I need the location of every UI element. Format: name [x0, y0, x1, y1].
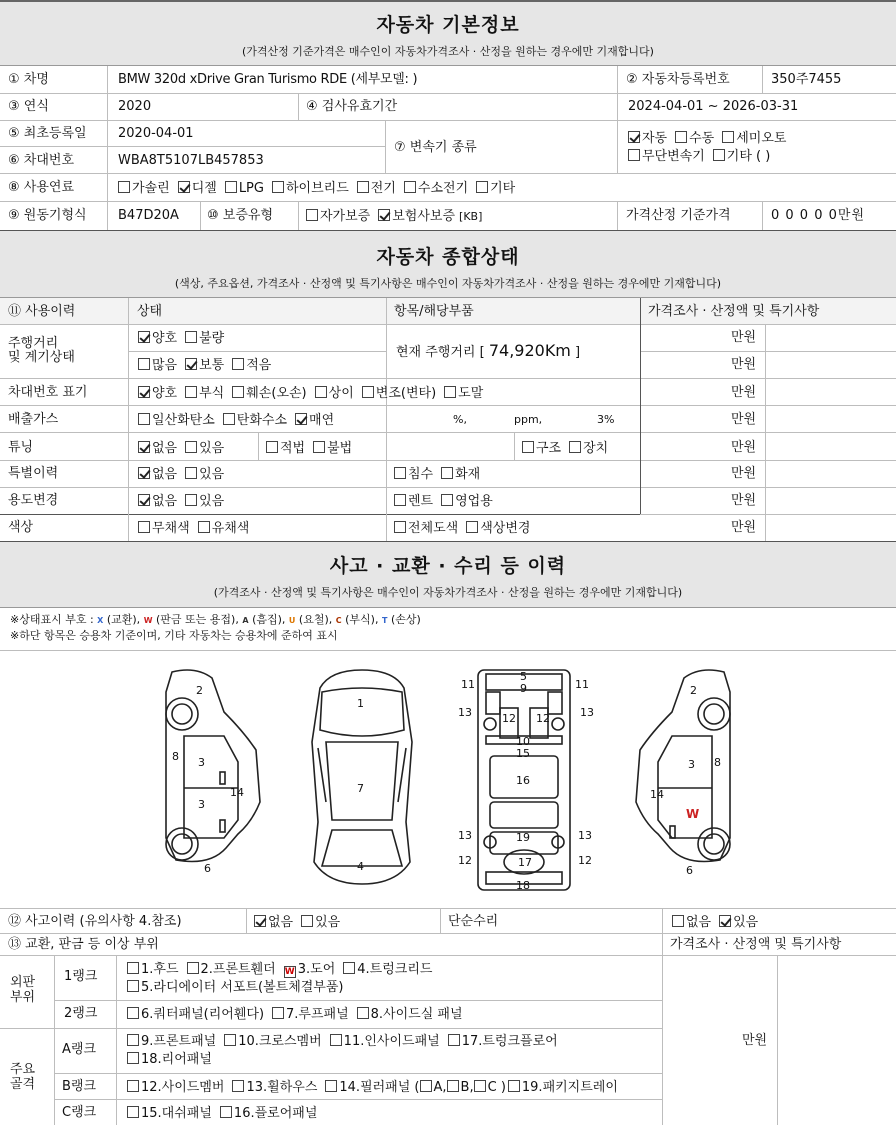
emission-co[interactable]: 일산화탄소 [138, 413, 215, 427]
part-front-panel[interactable]: 9.프론트패널 [127, 1034, 216, 1048]
parts-label: ⑬ 교환, 판금 등 이상 부위 [8, 937, 159, 952]
part-pillar-panel[interactable]: 14.필러패널 ( [325, 1080, 419, 1095]
tuning-yes[interactable]: 있음 [185, 441, 224, 455]
checkbox-icon [138, 386, 150, 398]
checkbox-icon [138, 494, 150, 506]
color-label: 색상 [8, 520, 34, 535]
checkbox-icon [138, 413, 150, 425]
vin-mark-label: 차대번호 표기 [8, 385, 88, 400]
warranty-label: ⑩ 보증유형 [207, 208, 274, 223]
price-unit: 만원 [837, 208, 866, 223]
parts-price-label: 가격조사 · 산정액 및 특기사항 [670, 937, 842, 952]
usage-options-a [138, 494, 232, 508]
emission-pct: %, [453, 413, 467, 426]
simple-repair-label: 단순수리 [448, 914, 499, 929]
checkbox-icon [441, 494, 453, 506]
checkbox-icon [628, 131, 640, 143]
checkbox-icon [272, 181, 284, 193]
accident-label: ⑫ 사고이력 (유의사항 4.참조) [8, 914, 182, 929]
checkbox-icon [185, 467, 197, 479]
fuel-label: ⑧ 사용연료 [8, 180, 75, 195]
year-label: ③ 연식 [8, 99, 49, 114]
checkbox-icon [185, 494, 197, 506]
legend-exchange: X (교환), [97, 613, 141, 626]
unit-color: 만원 [731, 520, 757, 535]
pillar-c[interactable]: C ) [474, 1080, 506, 1095]
usage-rent[interactable]: 렌트 [394, 494, 433, 508]
rank2-line [127, 1007, 471, 1021]
checkbox-icon [138, 331, 150, 343]
car-name-label: ① 차명 [8, 72, 49, 87]
rankA-label: A랭크 [62, 1042, 97, 1057]
fuel-hydrogen[interactable]: 수소전기 [404, 181, 468, 195]
mileage-normal[interactable]: 보통 [185, 358, 224, 372]
warranty-insurance[interactable]: 보험사보증 [378, 209, 455, 223]
checkbox-icon [448, 1034, 460, 1046]
checkbox-icon [404, 181, 416, 193]
mileage-good[interactable]: 양호 [138, 331, 177, 345]
part-package-tray[interactable]: 19.패키지트레이 [508, 1080, 618, 1095]
unit-mileage-b: 만원 [731, 357, 757, 372]
checkbox-icon [508, 1080, 520, 1092]
emission-value: 3% [597, 413, 615, 426]
tuning-none[interactable]: 없음 [138, 441, 177, 455]
checkbox-icon [185, 441, 197, 453]
col-history: ⑪ 사용이력 [8, 304, 76, 319]
part-side-sill[interactable]: 8.사이드실 패널 [357, 1007, 463, 1021]
unit-mileage-a: 만원 [731, 330, 757, 345]
svg-text:9: 9 [520, 682, 527, 695]
checkbox-icon [220, 1106, 232, 1118]
vin-good[interactable]: 양호 [138, 386, 177, 400]
checkbox-icon [198, 521, 210, 533]
svg-text:14: 14 [650, 788, 664, 801]
svg-text:13: 13 [458, 829, 472, 842]
checkbox-icon [232, 386, 244, 398]
svg-text:6: 6 [204, 862, 211, 875]
checkbox-icon [127, 980, 139, 992]
trans-semi[interactable]: 세미오토 [722, 131, 786, 145]
fuel-hybrid[interactable]: 하이브리드 [272, 181, 349, 195]
rankA-line2 [127, 1052, 220, 1066]
checkbox-icon [138, 358, 150, 370]
simple-repair-options [672, 915, 766, 929]
checkbox-icon [343, 962, 355, 974]
vin-value: WBA8T5107LB457853 [118, 153, 264, 168]
checkbox-icon [313, 441, 325, 453]
checkbox-icon [272, 1007, 284, 1019]
section-subtitle: (가격산정 기준가격은 매수인이 자동차가격조사 · 산정을 원하는 경우에만 기재합니다) [242, 45, 654, 58]
emission-ppm: ppm, [514, 413, 543, 426]
legend-weld: W (판금 또는 용접), [143, 613, 239, 626]
part-front-fender[interactable]: 2.프론트휀더 [187, 962, 276, 976]
car-diagram [0, 652, 896, 908]
checkbox-icon [185, 331, 197, 343]
emission-label: 배출가스 [8, 412, 59, 427]
legend-note: ※하단 항목은 승용차 기준이며, 기타 자동차는 승용차에 준하여 표시 [10, 629, 338, 642]
part-inside-panel[interactable]: 11.인사이드패널 [330, 1034, 440, 1048]
checkbox-icon [185, 358, 197, 370]
legend-damage: T (손상) [381, 613, 421, 626]
svg-text:2: 2 [690, 684, 697, 697]
car-name-value: BMW 320d xDrive Gran Turismo RDE (세부모델: ) [118, 72, 418, 87]
inspection-label: ④ 검사유효기간 [306, 99, 398, 114]
checkbox-icon [187, 962, 199, 974]
transmission-options [628, 131, 794, 145]
usage-yes[interactable]: 있음 [185, 494, 224, 508]
usage-business[interactable]: 영업용 [441, 494, 493, 508]
rankC-label: C랭크 [62, 1105, 97, 1120]
accident-options [254, 915, 348, 929]
year-value: 2020 [118, 99, 152, 114]
vin-corrosion[interactable]: 부식 [185, 386, 224, 400]
color-chromatic[interactable]: 유채색 [198, 521, 250, 535]
mileage-bad[interactable]: 불량 [185, 331, 224, 345]
svg-text:11: 11 [575, 678, 589, 691]
part-wheel-house[interactable]: 13.휠하우스 [232, 1080, 317, 1094]
pillar-a[interactable]: A, [420, 1080, 447, 1095]
checkbox-icon [444, 386, 456, 398]
svg-text:13: 13 [458, 706, 472, 719]
checkbox-icon [138, 441, 150, 453]
trans-other[interactable]: 기타 ( ) [713, 149, 771, 163]
fuel-options [118, 181, 523, 195]
special-yes[interactable]: 있음 [185, 467, 224, 481]
checkbox-icon [127, 1106, 139, 1118]
svg-text:18: 18 [516, 879, 530, 892]
current-mileage: 현재 주행거리 [ 74,920Km ] [396, 341, 581, 360]
svg-text:8: 8 [714, 756, 721, 769]
checkbox-icon [394, 494, 406, 506]
pillar-b[interactable]: B, [447, 1080, 474, 1095]
special-flood[interactable]: 침수 [394, 467, 433, 481]
rank1-label: 1랭크 [64, 969, 98, 984]
usage-options-b [394, 494, 501, 508]
checkbox-icon [569, 441, 581, 453]
rankC-line [127, 1106, 325, 1120]
warranty-tag: [KB] [459, 210, 483, 223]
svg-text:3: 3 [688, 758, 695, 771]
checkbox-icon [232, 358, 244, 370]
fuel-electric[interactable]: 전기 [357, 181, 396, 195]
checkbox-icon [224, 1034, 236, 1046]
checkbox-icon [127, 1007, 139, 1019]
fuel-other[interactable]: 기타 [476, 181, 515, 195]
price-digits: 0 0 0 0 0 [771, 208, 838, 223]
color-options-b [394, 521, 538, 535]
svg-text:5: 5 [520, 670, 527, 683]
part-quarter-panel[interactable]: 6.쿼터패널(리어휀다) [127, 1007, 264, 1021]
checkbox-icon [306, 209, 318, 221]
checkbox-icon [138, 467, 150, 479]
checkbox-icon [325, 1080, 337, 1092]
section-subtitle: (색상, 주요옵션, 가격조사 · 산정액 및 특기사항은 매수인이 자동차가격조사 · 산정을 원하는 경우에만 기재합니다) [174, 277, 722, 290]
svg-text:1: 1 [357, 697, 364, 710]
part-hood[interactable]: 1.후드 [127, 962, 179, 976]
part-floor-panel[interactable]: 16.플로어패널 [220, 1106, 317, 1120]
trans-manual[interactable]: 수동 [675, 131, 714, 145]
mileage-many[interactable]: 많음 [138, 358, 177, 372]
mileage-options-a [138, 331, 232, 345]
checkbox-icon [118, 181, 130, 193]
warranty-self[interactable]: 자가보증 [306, 209, 370, 223]
rank1-line1 [127, 962, 440, 978]
svg-text:3: 3 [198, 756, 205, 769]
reg-no-value: 350주7455 [771, 72, 842, 87]
tuning-options-c [522, 441, 616, 455]
unit-usage: 만원 [731, 493, 757, 508]
checkbox-icon [420, 1080, 432, 1092]
parts-unit: 만원 [742, 1033, 768, 1048]
col-state: 상태 [137, 304, 163, 319]
svg-text:15: 15 [516, 747, 530, 760]
emission-options [138, 413, 342, 427]
mileage-label: 주행거리 및 계기상태 [8, 336, 75, 365]
checkbox-icon [223, 413, 235, 425]
fuel-lpg[interactable]: LPG [225, 181, 264, 195]
checkbox-icon [315, 386, 327, 398]
special-options-b [394, 467, 488, 481]
color-full-paint[interactable]: 전체도색 [394, 521, 458, 535]
checkbox-icon [266, 441, 278, 453]
price-value [771, 209, 865, 222]
legend: ※상태표시 부호 : X (교환), W (판금 또는 용접), A (흠집), U (요철), C (부식), T (손상) [10, 613, 421, 626]
svg-text:4: 4 [357, 860, 364, 873]
frame-label: 주요 골격 [10, 1062, 36, 1092]
svg-text:6: 6 [686, 864, 693, 877]
emission-hc[interactable]: 탄화수소 [223, 413, 287, 427]
checkbox-icon [722, 131, 734, 143]
svg-text:12: 12 [578, 854, 592, 867]
part-radiator-support[interactable]: 5.라디에이터 서포트(볼트체결부품) [127, 980, 344, 994]
checkbox-icon [295, 413, 307, 425]
svg-text:12: 12 [502, 712, 516, 725]
engine-value: B47D20A [118, 208, 179, 223]
svg-text:11: 11 [461, 678, 475, 691]
vin-altered[interactable]: 변조(변타) [362, 386, 436, 400]
svg-text:12: 12 [536, 712, 550, 725]
special-fire[interactable]: 화재 [441, 467, 480, 481]
legend-dent: U (요철), [288, 613, 333, 626]
first-reg-value: 2020-04-01 [118, 126, 194, 141]
checkbox-icon [378, 209, 390, 221]
reg-no-label: ② 자동차등록번호 [626, 72, 730, 87]
checkbox-icon [628, 149, 640, 161]
weld-mark-icon: W [284, 967, 295, 977]
section-title: 사고 · 교환 · 수리 등 이력 [329, 555, 567, 577]
legend-corrosion: C (부식), [335, 613, 379, 626]
svg-text:19: 19 [516, 831, 530, 844]
checkbox-icon [127, 1080, 139, 1092]
trans-cvt[interactable]: 무단변속기 [628, 149, 705, 163]
checkbox-icon [441, 467, 453, 479]
vin-different[interactable]: 상이 [315, 386, 354, 400]
tuning-device[interactable]: 장치 [569, 441, 608, 455]
svg-text:16: 16 [516, 774, 530, 787]
part-dash-panel[interactable]: 15.대쉬패널 [127, 1106, 212, 1120]
checkbox-icon [447, 1080, 459, 1092]
svg-text:7: 7 [357, 782, 364, 795]
tuning-legal[interactable]: 적법 [266, 441, 305, 455]
svg-text:8: 8 [172, 750, 179, 763]
col-items: 항목/해당부품 [394, 304, 474, 319]
rankB-line [127, 1080, 618, 1094]
color-change[interactable]: 색상변경 [466, 521, 530, 535]
vin-smeared[interactable]: 도말 [444, 386, 483, 400]
color-options-a [138, 521, 257, 535]
unit-vin: 만원 [731, 385, 757, 400]
part-trunk-lid[interactable]: 4.트렁크리드 [343, 962, 432, 976]
usage-none[interactable]: 없음 [138, 494, 177, 508]
legend-scratch: A (흠집), [242, 613, 286, 626]
tuning-options-b [266, 441, 360, 455]
checkbox-icon [254, 915, 266, 927]
checkbox-icon [466, 521, 478, 533]
mileage-options-b [138, 358, 279, 372]
overall-status-header [0, 231, 896, 298]
transmission-options-2 [628, 149, 778, 163]
left-side-view [166, 670, 260, 862]
exterior-label: 외판 부위 [10, 975, 36, 1005]
col-price: 가격조사 · 산정액 및 특기사항 [648, 304, 820, 319]
warranty-options [306, 209, 482, 223]
tuning-options-a [138, 441, 232, 455]
trans-auto[interactable]: 자동 [628, 131, 667, 145]
part-rear-panel[interactable]: 18.리어패널 [127, 1052, 212, 1066]
checkbox-icon [394, 467, 406, 479]
checkbox-icon [330, 1034, 342, 1046]
svg-text:17: 17 [518, 856, 532, 869]
part-roof-panel[interactable]: 7.루프패널 [272, 1007, 349, 1021]
special-label: 특별이력 [8, 466, 59, 481]
special-options-a [138, 467, 232, 481]
checkbox-icon [719, 915, 731, 927]
special-none[interactable]: 없음 [138, 467, 177, 481]
tuning-illegal[interactable]: 불법 [313, 441, 352, 455]
svg-text:3: 3 [198, 798, 205, 811]
checkbox-icon [185, 386, 197, 398]
part-door[interactable]: W 3.도어 [284, 962, 336, 977]
accident-none[interactable]: 없음 [254, 915, 293, 929]
svg-text:10: 10 [516, 735, 530, 748]
unit-special: 만원 [731, 466, 757, 481]
checkbox-icon [672, 915, 684, 927]
price-label: 가격산정 기준가격 [626, 208, 731, 223]
checkbox-icon [127, 1052, 139, 1064]
checkbox-icon [178, 181, 190, 193]
part-side-member[interactable]: 12.사이드멤버 [127, 1080, 224, 1094]
vin-mark-options [138, 386, 491, 400]
mileage-value: 74,920Km [488, 341, 571, 360]
mileage-few[interactable]: 적음 [232, 358, 271, 372]
tuning-structure[interactable]: 구조 [522, 441, 561, 455]
checkbox-icon [476, 181, 488, 193]
section-title: 자동차 종합상태 [376, 246, 520, 268]
color-achromatic[interactable]: 무채색 [138, 521, 190, 535]
checkbox-icon [138, 521, 150, 533]
checkbox-icon [127, 962, 139, 974]
part-cross-member[interactable]: 10.크로스멤버 [224, 1034, 321, 1048]
simple-none[interactable]: 없음 [672, 915, 711, 929]
accident-history-header [0, 542, 896, 608]
fuel-gasoline[interactable]: 가솔린 [118, 181, 170, 195]
usage-label: 용도변경 [8, 493, 59, 508]
rank1-line2 [127, 980, 352, 994]
weld-mark: W [686, 807, 700, 821]
checkbox-icon [675, 131, 687, 143]
simple-yes[interactable]: 있음 [719, 915, 758, 929]
checkbox-icon [357, 181, 369, 193]
svg-text:2: 2 [196, 684, 203, 697]
checkbox-icon [225, 181, 237, 193]
svg-text:14: 14 [230, 786, 244, 799]
unit-tuning: 만원 [731, 440, 757, 455]
checkbox-icon [127, 1034, 139, 1046]
checkbox-icon [474, 1080, 486, 1092]
fuel-diesel[interactable]: 디젤 [178, 181, 217, 195]
rankA-line1 [127, 1034, 566, 1048]
accident-yes[interactable]: 있음 [301, 915, 340, 929]
tuning-label: 튜닝 [8, 440, 34, 455]
vin-label: ⑥ 차대번호 [8, 153, 75, 168]
inspection-value: 2024-04-01 ~ 2026-03-31 [628, 99, 799, 114]
checkbox-icon [362, 386, 374, 398]
section-subtitle: (가격조사 · 산정액 및 특기사항은 매수인이 자동차가격조사 · 산정을 원하는 경우에만 기재합니다) [213, 586, 683, 599]
engine-label: ⑨ 원동기형식 [8, 208, 87, 223]
svg-text:13: 13 [578, 829, 592, 842]
part-trunk-floor[interactable]: 17.트렁크플로어 [448, 1034, 558, 1048]
vin-damaged[interactable]: 훼손(오손) [232, 386, 306, 400]
rank2-label: 2랭크 [64, 1006, 98, 1021]
svg-text:12: 12 [458, 854, 472, 867]
transmission-label: ⑦ 변속기 종류 [394, 140, 477, 155]
emission-smoke[interactable]: 매연 [295, 413, 334, 427]
section-title: 자동차 기본정보 [376, 14, 520, 36]
basic-info-header [0, 0, 896, 66]
checkbox-icon [713, 149, 725, 161]
checkbox-icon [522, 441, 534, 453]
checkbox-icon [394, 521, 406, 533]
rankB-label: B랭크 [62, 1079, 97, 1094]
svg-text:13: 13 [580, 706, 594, 719]
checkbox-icon [301, 915, 313, 927]
first-reg-label: ⑤ 최초등록일 [8, 126, 87, 141]
unit-emission: 만원 [731, 412, 757, 427]
checkbox-icon [232, 1080, 244, 1092]
checkbox-icon [357, 1007, 369, 1019]
